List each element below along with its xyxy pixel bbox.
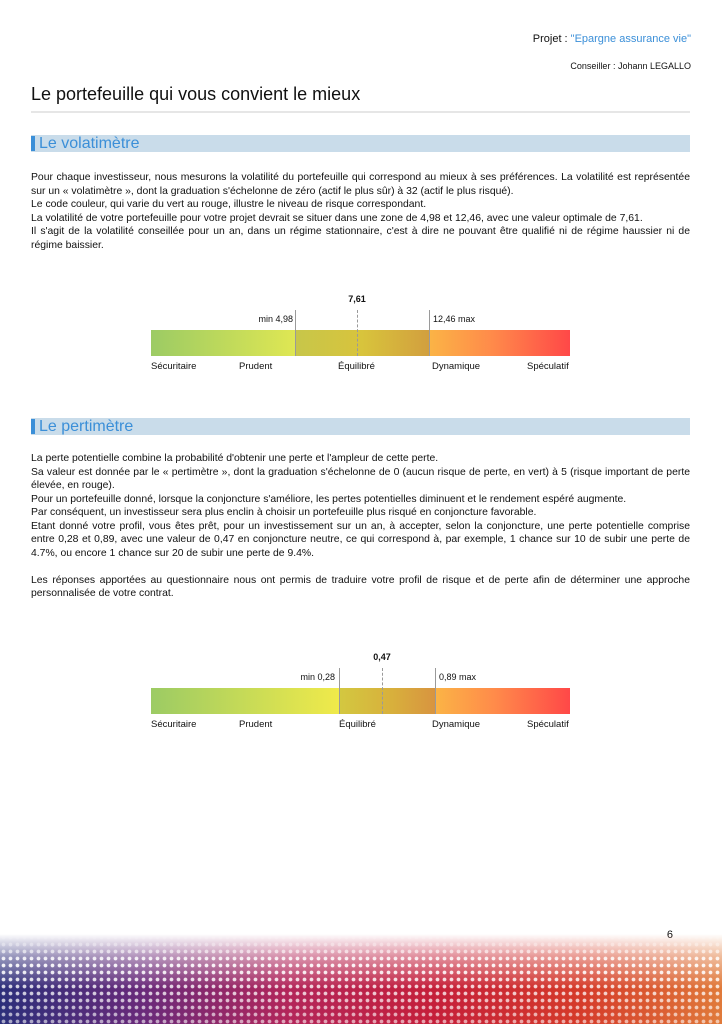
optimal-marker (357, 310, 358, 356)
volatimetre-gauge (0, 290, 722, 385)
min-value: min 0,28 (300, 672, 335, 682)
project-line (533, 33, 691, 45)
section-accent (31, 419, 35, 434)
gauge-zone-recommended (295, 330, 429, 356)
gauge-bar (151, 688, 570, 714)
paragraph: Les réponses apportées au questionnaire nous ont permis de traduire votre profil de risque et de perte afin de déterminer une approche personnalisée de votre contrat. (31, 574, 690, 599)
max-value: 12,46 max (433, 314, 476, 324)
volatimetre-description (31, 171, 690, 252)
category-prudent: Prudent (239, 719, 273, 730)
paragraph: Il s'agit de la volatilité conseillée pour un an, dans un régime stationnaire, c'est à dire ne pouvant être qualifié ni de régime haussier ni de régime baissier. (31, 226, 690, 251)
footer-halftone-pattern (0, 934, 722, 1024)
advisor-line: Conseiller : Johann LEGALLO (570, 61, 691, 71)
max-marker (429, 310, 430, 356)
page-title: Le portefeuille qui vous convient le mieux (31, 84, 690, 113)
paragraph: La perte potentielle combine la probabilité d'obtenir une perte et l'ampleur de cette perte. (31, 453, 439, 464)
category-dynamique: Dynamique (432, 361, 481, 372)
category-equilibre: Équilibré (338, 361, 375, 372)
section-header-pertimetre (31, 418, 690, 435)
section-accent (31, 136, 35, 151)
gauge-zone-risky (429, 330, 570, 356)
optimal-value: 0,47 (373, 652, 391, 662)
category-speculatif: Spéculatif (527, 361, 569, 372)
gauge-zone-recommended (339, 688, 435, 714)
paragraph: Sa valeur est donnée par le « pertimètre », dont la graduation s'échelonne de 0 (aucun risque de perte, en vert) à 5 (risque important de perte élevée, en rouge). (31, 466, 690, 491)
category-prudent: Prudent (239, 361, 273, 372)
paragraph: Le code couleur, qui varie du vert au rouge, illustre le niveau de risque correspondant. (31, 199, 427, 210)
paragraph: Pour un portefeuille donné, lorsque la conjoncture s'améliore, les pertes potentielles diminuent et le rendement espéré augmente. (31, 493, 627, 505)
paragraph: Etant donné votre profil, vous êtes prêt, pour un investissement sur un an, à accepter, selon la conjoncture, une perte potentielle comprise entre 0,28 et 0,89, avec une valeur de 0,47 en conjoncture neutre, ce qui correspond à, par exemple, 1 chance sur 10 de subir une perte de 4.7%, ou encore 1 chance sur 20 de subir une perte de 9.4%. (31, 520, 690, 559)
category-securitaire: Sécuritaire (151, 719, 197, 730)
category-speculatif: Spéculatif (527, 719, 569, 730)
category-equilibre: Équilibré (339, 719, 376, 730)
max-value: 0,89 max (439, 672, 477, 682)
optimal-value: 7,61 (348, 294, 366, 304)
min-marker (339, 668, 340, 714)
section-title: Le pertimètre (39, 418, 134, 435)
gauge-zone-safe (151, 688, 339, 714)
category-dynamique: Dynamique (432, 719, 481, 730)
gauge-zone-safe (151, 330, 295, 356)
optimal-marker (382, 668, 383, 714)
paragraph: La volatilité de votre portefeuille pour votre projet devrait se situer dans une zone de 4,98 et 12,46, avec une valeur optimale de 7,61. (31, 212, 643, 224)
pertimetre-description (31, 452, 690, 601)
paragraph: Pour chaque investisseur, nous mesurons la volatilité du portefeuille qui correspond au mieux à ses préférences. La volatilité est représentée sur un « volatimètre », dont la graduation s'échelonne de zéro (actif le plus sûr) à 32 (actif le plus risqué). (31, 172, 690, 197)
min-marker (295, 310, 296, 356)
min-value: min 4,98 (258, 314, 293, 324)
paragraph: Par conséquent, un investisseur sera plus enclin à choisir un portefeuille plus risqué en conjoncture favorable. (31, 507, 537, 518)
section-header-volatimetre (31, 135, 690, 152)
max-marker (435, 668, 436, 714)
gauge-zone-risky (435, 688, 570, 714)
section-title: Le volatimètre (39, 135, 140, 152)
pertimetre-gauge (0, 648, 722, 743)
project-value: "Epargne assurance vie" (570, 33, 691, 45)
gauge-bar (151, 330, 570, 356)
project-label: Projet : (532, 33, 571, 45)
category-securitaire: Sécuritaire (151, 361, 197, 372)
